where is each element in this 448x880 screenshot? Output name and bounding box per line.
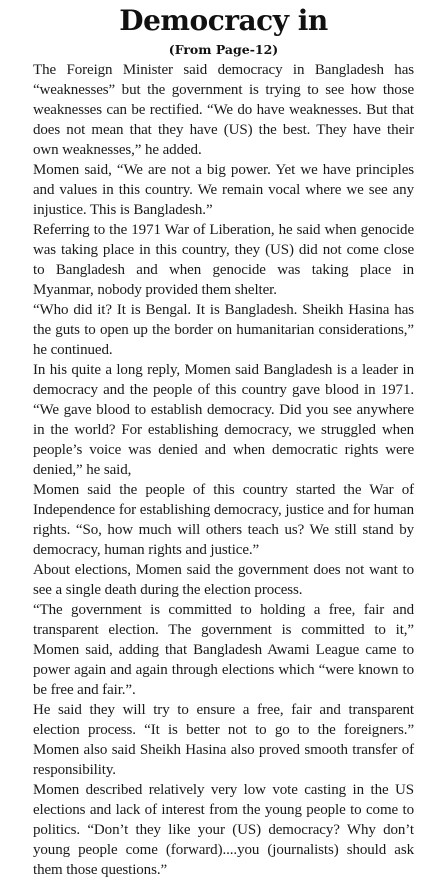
paragraph: In his quite a long reply, Momen said Bangladesh is a leader in democracy and the people of this country gave blood in 1971. “We gave blood to establish democracy. Did you see anywhere in the world? For establishing democracy, we struggled when people’s voice was denied and when democratic rights were denied,” he said, xyxy=(33,362,414,478)
jump-line: (From Page-12) xyxy=(168,42,279,57)
paragraph: Momen described relatively very low vote casting in the US elections and lack of interest from the young people to come to politics. “Don’t they like your (US) democracy? Why don’t young people come (forward)....you (journalists) should ask them those questions.” xyxy=(33,782,414,878)
paragraph: The Foreign Minister said democracy in Bangladesh has “weaknesses” but the government is trying to see how those weaknesses can be rectified. “We do have weaknesses. But that does not mean that they have (US) the best. They have their own weaknesses,” he added. xyxy=(33,62,414,158)
paragraph: “The government is committed to holding a free, fair and transparent election. The government is committed to it,” Momen said, adding that Bangladesh Awami League came to power again and again through elections which “were known to be free and fair.”. xyxy=(33,602,414,698)
paragraph: Momen said the people of this country started the War of Independence for establishing democracy, justice and for human rights. “So, how much will others teach us? We still stand by democracy, human rights and justice.” xyxy=(33,482,414,558)
article xyxy=(33,0,414,880)
paragraph: Referring to the 1971 War of Liberation, he said when genocide was taking place in this country, they (US) did not come close to Bangladesh and when genocide was taking place in Myanmar, nobody provided them shelter. xyxy=(33,222,414,298)
paragraph: “Who did it? It is Bengal. It is Bangladesh. Sheikh Hasina has the guts to open up the border on humanitarian considerations,” he continued. xyxy=(33,302,414,358)
article-body xyxy=(33,60,414,880)
paragraph: Momen said, “We are not a big power. Yet we have principles and values in this country. We remain vocal where we see any injustice. This is Bangladesh.” xyxy=(33,162,414,218)
headline: Democracy in xyxy=(119,4,328,37)
paragraph: He said they will try to ensure a free, fair and transparent election process. “It is better not to go to the foreigners.” Momen also said Sheikh Hasina also proved smooth transfer of responsibility. xyxy=(33,702,414,778)
paragraph: About elections, Momen said the government does not want to see a single death during the election process. xyxy=(33,562,414,598)
